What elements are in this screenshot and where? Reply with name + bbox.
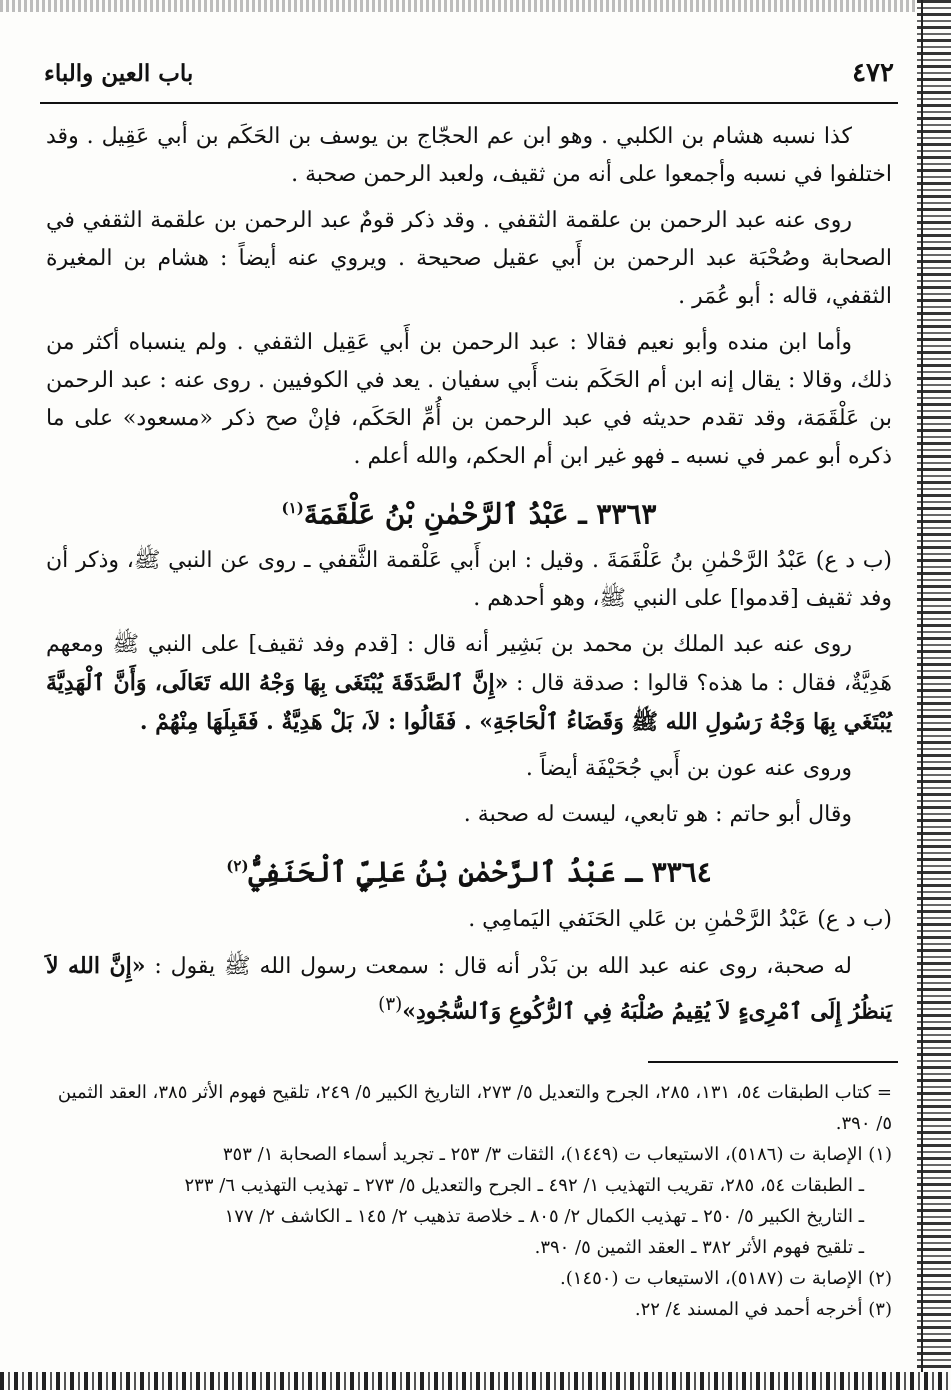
footnote-3: (٣) أخرجه أحمد في المسند ٤/ ٢٢. xyxy=(634,1298,892,1320)
paragraph: كذا نسبه هشام بن الكلبي . وهو ابن عم الحجّاج بن يوسف بن الحَكَم بن أبي عَقِيل . وقد اختلفوا في نسبه وأجمعوا على أنه من ثقيف، ولعبد الرحمن صحبة . xyxy=(46,124,892,187)
hadith-quote: «إِنَّ ٱلصَّدَقَةَ يُبْتَغَى بِهَا وَجْهُ الله تَعَالَى، وَأَنَّ ٱلْهَدِيَّةَ يُبْتَغَي بِهَا وَجْهُ رَسُولِ الله ﷺ وَقَضَاءُ ٱلْحَاجَةِ» . فَقَالُوا : لاَ، بَلْ هَدِيَّةٌ . فَقَبِلَهَا مِنْهُمْ . xyxy=(46,670,892,736)
footnote-divider xyxy=(648,1061,898,1063)
paragraph: (ب د ع) عَبْدُ الرَّحْمٰنِ بن عَلي الحَنَفي اليَمامِي . xyxy=(468,906,892,932)
footnote-marker: (١) xyxy=(281,499,304,517)
entry-heading-3364 xyxy=(46,842,892,896)
footnotes xyxy=(40,1077,898,1325)
paragraph-text: روى عنه عبد الملك بن محمد بن بَشِير أنه قال : [قدم وفد ثقيف] على النبي ﷺ ومعهم هَدِيَّةٌ، فقال : ما هذه؟ قالوا : صدقة قال : xyxy=(46,632,893,697)
entry-heading-text: ٣٣٦٤ ـ عَبْدُ ٱلرَّحْمٰنِ بْنُ عَلِيٍّ ٱلْحَنَفِيُّ xyxy=(248,855,712,889)
running-title: باب العين والباء xyxy=(44,60,194,87)
paragraph: وأما ابن منده وأبو نعيم فقالا : عبد الرحمن بن أَبي عَقِيل الثقفي . ولم ينسباه أكثر من ذلك، وقالا : يقال إنه ابن أم الحَكَم بنت أَبي سفيان . يعد في الكوفيين . روى عنه : عبد الرحمن بن عَلْقَمَة، وقد تقدم حديثه في عبد الرحمن بن أُمِّ الحَكَم، فإنْ صح ذكر «مسعود» على ما ذكره أبو عمر في نسبه ـ فهو غير ابن أم الحكم، والله أعلم . xyxy=(46,330,892,469)
paragraph: وقال أبو حاتم : هو تابعي، ليست له صحبة . xyxy=(463,802,852,828)
book-page xyxy=(40,58,898,1320)
entry-heading-3363 xyxy=(46,484,892,538)
main-text xyxy=(40,118,898,1031)
paragraph: (ب د ع) عَبْدُ الرَّحْمٰنِ بنُ عَلْقَمَةَ . وقيل : ابن أَبي عَلْقمة الثَّقفي ـ روى عن النبي ﷺ، وذكر أن وفد ثقيف [قدموا] على النبي ﷺ، وهو أحدهم . xyxy=(46,548,892,612)
page-frame-bottom xyxy=(0,1372,951,1390)
footnote-1-line: ـ تلقيح فهوم الأثر ٣٨٢ ـ العقد الثمين ٥/ ٣٩٠. xyxy=(534,1236,864,1258)
hadith-quote: «إِنَّ الله لاَ يَنظُرُ إِلَى ٱمْرِىءٍ لاَ يُقِيمُ صُلْبَهُ فِي ٱلرُّكُوعِ وَٱلسُّجُودِ» xyxy=(46,952,892,1024)
paragraph-text: له صحبة، روى عنه عبد الله بن بَدْر أنه قال : سمعت رسول الله ﷺ يقول : xyxy=(145,953,853,979)
footnote-marker: (٣) xyxy=(378,993,403,1015)
footnote-2: (٢) الإصابة ت (٥١٨٧)، الاستيعاب ت (١٤٥٠). xyxy=(560,1267,892,1289)
page-frame-border xyxy=(917,0,951,1390)
paragraph: روى عنه عبد الرحمن بن علقمة الثقفي . وقد ذكر قومٌ عبد الرحمن بن علقمة الثقفي في الصحابة وصُحْبَة عبد الرحمن بن أَبي عقيل صحيحة . ويروي عنه أيضاً : هشام بن المغيرة الثقفي، قاله : أبو عُمَر . xyxy=(46,208,892,309)
running-head xyxy=(40,58,898,104)
page-frame-top xyxy=(0,0,951,12)
entry-heading-text: ٣٣٦٣ ـ عَبْدُ ٱلرَّحْمٰنِ بْنُ عَلْقَمَةَ xyxy=(303,497,657,531)
footnote-marker: (٢) xyxy=(226,857,249,876)
footnote-1-line: ـ الطبقات ٥٤، ٢٨٥، تقريب التهذيب ١/ ٤٩٢ ـ الجرح والتعديل ٥/ ٢٧٣ ـ تهذيب التهذيب ٦/ ٢٣٣ xyxy=(184,1174,864,1196)
paragraph xyxy=(46,626,892,742)
paragraph xyxy=(46,947,892,1031)
footnote-1: (١) الإصابة ت (٥١٨٦)، الاستيعاب ت (١٤٤٩)، الثقات ٣/ ٢٥٣ ـ تجريد أسماء الصحابة ١/ ٣٥٣ xyxy=(222,1143,892,1165)
footnote-continuation: = كتاب الطبقات ٥٤، ١٣١، ٢٨٥، الجرح والتعديل ٥/ ٢٧٣، التاريخ الكبير ٥/ ٢٤٩، تلقيح فهوم الأثر ٣٨٥، العقد الثمين ٥/ ٣٩٠. xyxy=(57,1081,892,1134)
page-number: ٤٧٢ xyxy=(852,58,894,88)
paragraph: وروى عنه عون بن أَبي جُحَيْفَة أيضاً . xyxy=(525,756,852,782)
footnote-1-line: ـ التاريخ الكبير ٥/ ٢٥٠ ـ تهذيب الكمال ٢/ ٨٠٥ ـ خلاصة تذهيب ٢/ ١٤٥ ـ الكاشف ٢/ ١٧٧ xyxy=(224,1205,864,1227)
